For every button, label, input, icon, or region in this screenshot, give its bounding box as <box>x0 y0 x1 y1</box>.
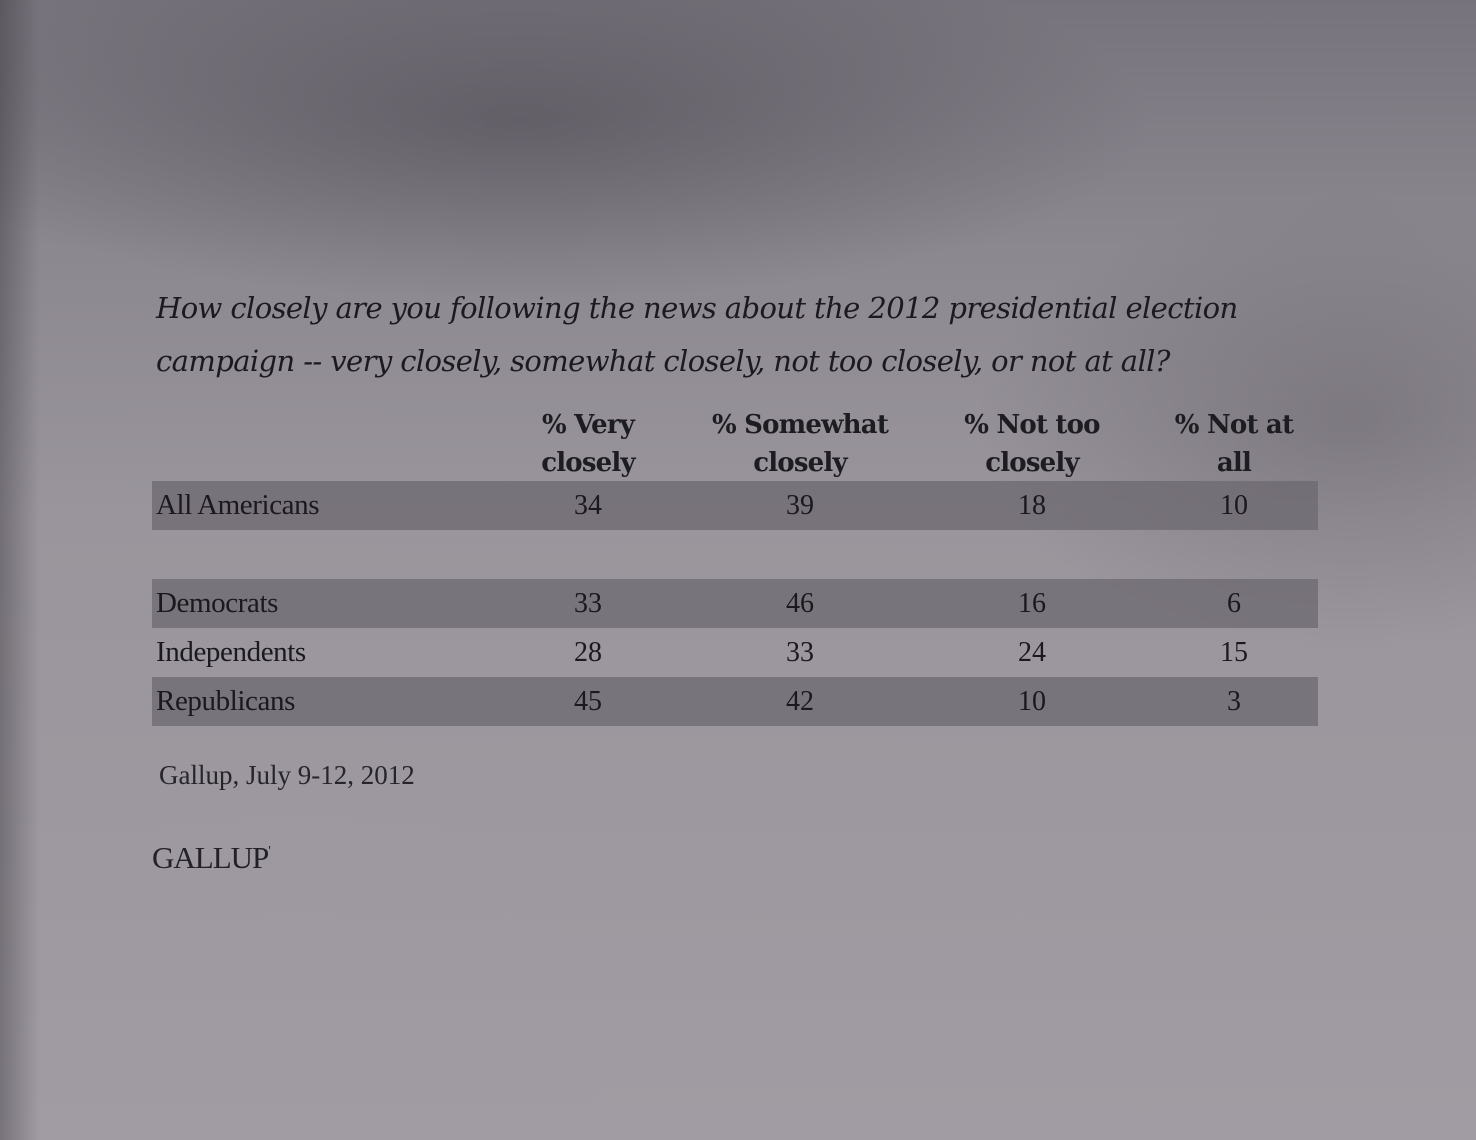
column-header-line: closely <box>985 448 1079 478</box>
table-row-all-americans <box>152 481 1318 530</box>
gallup-logo <box>152 840 270 876</box>
table-cell: 45 <box>574 686 602 717</box>
table-cell: 39 <box>786 490 814 521</box>
column-header-very-closely <box>528 406 648 482</box>
table-cell: 42 <box>786 686 814 717</box>
table-cell: 46 <box>786 588 814 619</box>
column-header-not-too-closely <box>952 406 1112 482</box>
row-label: Democrats <box>156 587 279 619</box>
column-header-somewhat-closely <box>700 406 900 482</box>
column-header-line: closely <box>753 448 847 478</box>
row-label: Republicans <box>156 685 295 717</box>
table-cell: 10 <box>1018 686 1046 717</box>
column-header-line: % Not at <box>1174 410 1294 440</box>
table-cell: 28 <box>574 637 602 668</box>
survey-question: How closely are you following the news about the 2012 presidential election campaign -- very closely, somewhat closely, not too closely, or not at all? <box>156 291 1238 378</box>
table-cell: 16 <box>1018 588 1046 619</box>
table-cell: 10 <box>1220 490 1248 521</box>
column-header-not-at-all <box>1164 406 1304 482</box>
shadow-edge <box>0 0 40 1140</box>
table-row-democrats <box>152 579 1318 628</box>
column-header-line: closely <box>541 448 635 478</box>
table-row-republicans <box>152 677 1318 726</box>
table-cell: 34 <box>574 490 602 521</box>
logo-mark: ' <box>268 844 270 859</box>
column-header-line: % Not too <box>964 410 1100 440</box>
table-cell: 3 <box>1227 686 1241 717</box>
logo-text: GALLUP <box>152 840 269 875</box>
table-cell: 15 <box>1220 637 1248 668</box>
table-cell: 33 <box>574 588 602 619</box>
column-header-line: all <box>1216 448 1252 478</box>
table-cell: 24 <box>1018 637 1046 668</box>
table-row-independents <box>152 628 1318 677</box>
table-cell: 6 <box>1227 588 1241 619</box>
table-cell: 18 <box>1018 490 1046 521</box>
row-label: Independents <box>156 636 306 668</box>
column-header-line: % Somewhat <box>711 410 889 440</box>
source-note: Gallup, July 9-12, 2012 <box>159 760 415 790</box>
table-cell: 33 <box>786 637 814 668</box>
row-label: All Americans <box>156 489 320 521</box>
column-header-line: % Very <box>541 410 635 440</box>
